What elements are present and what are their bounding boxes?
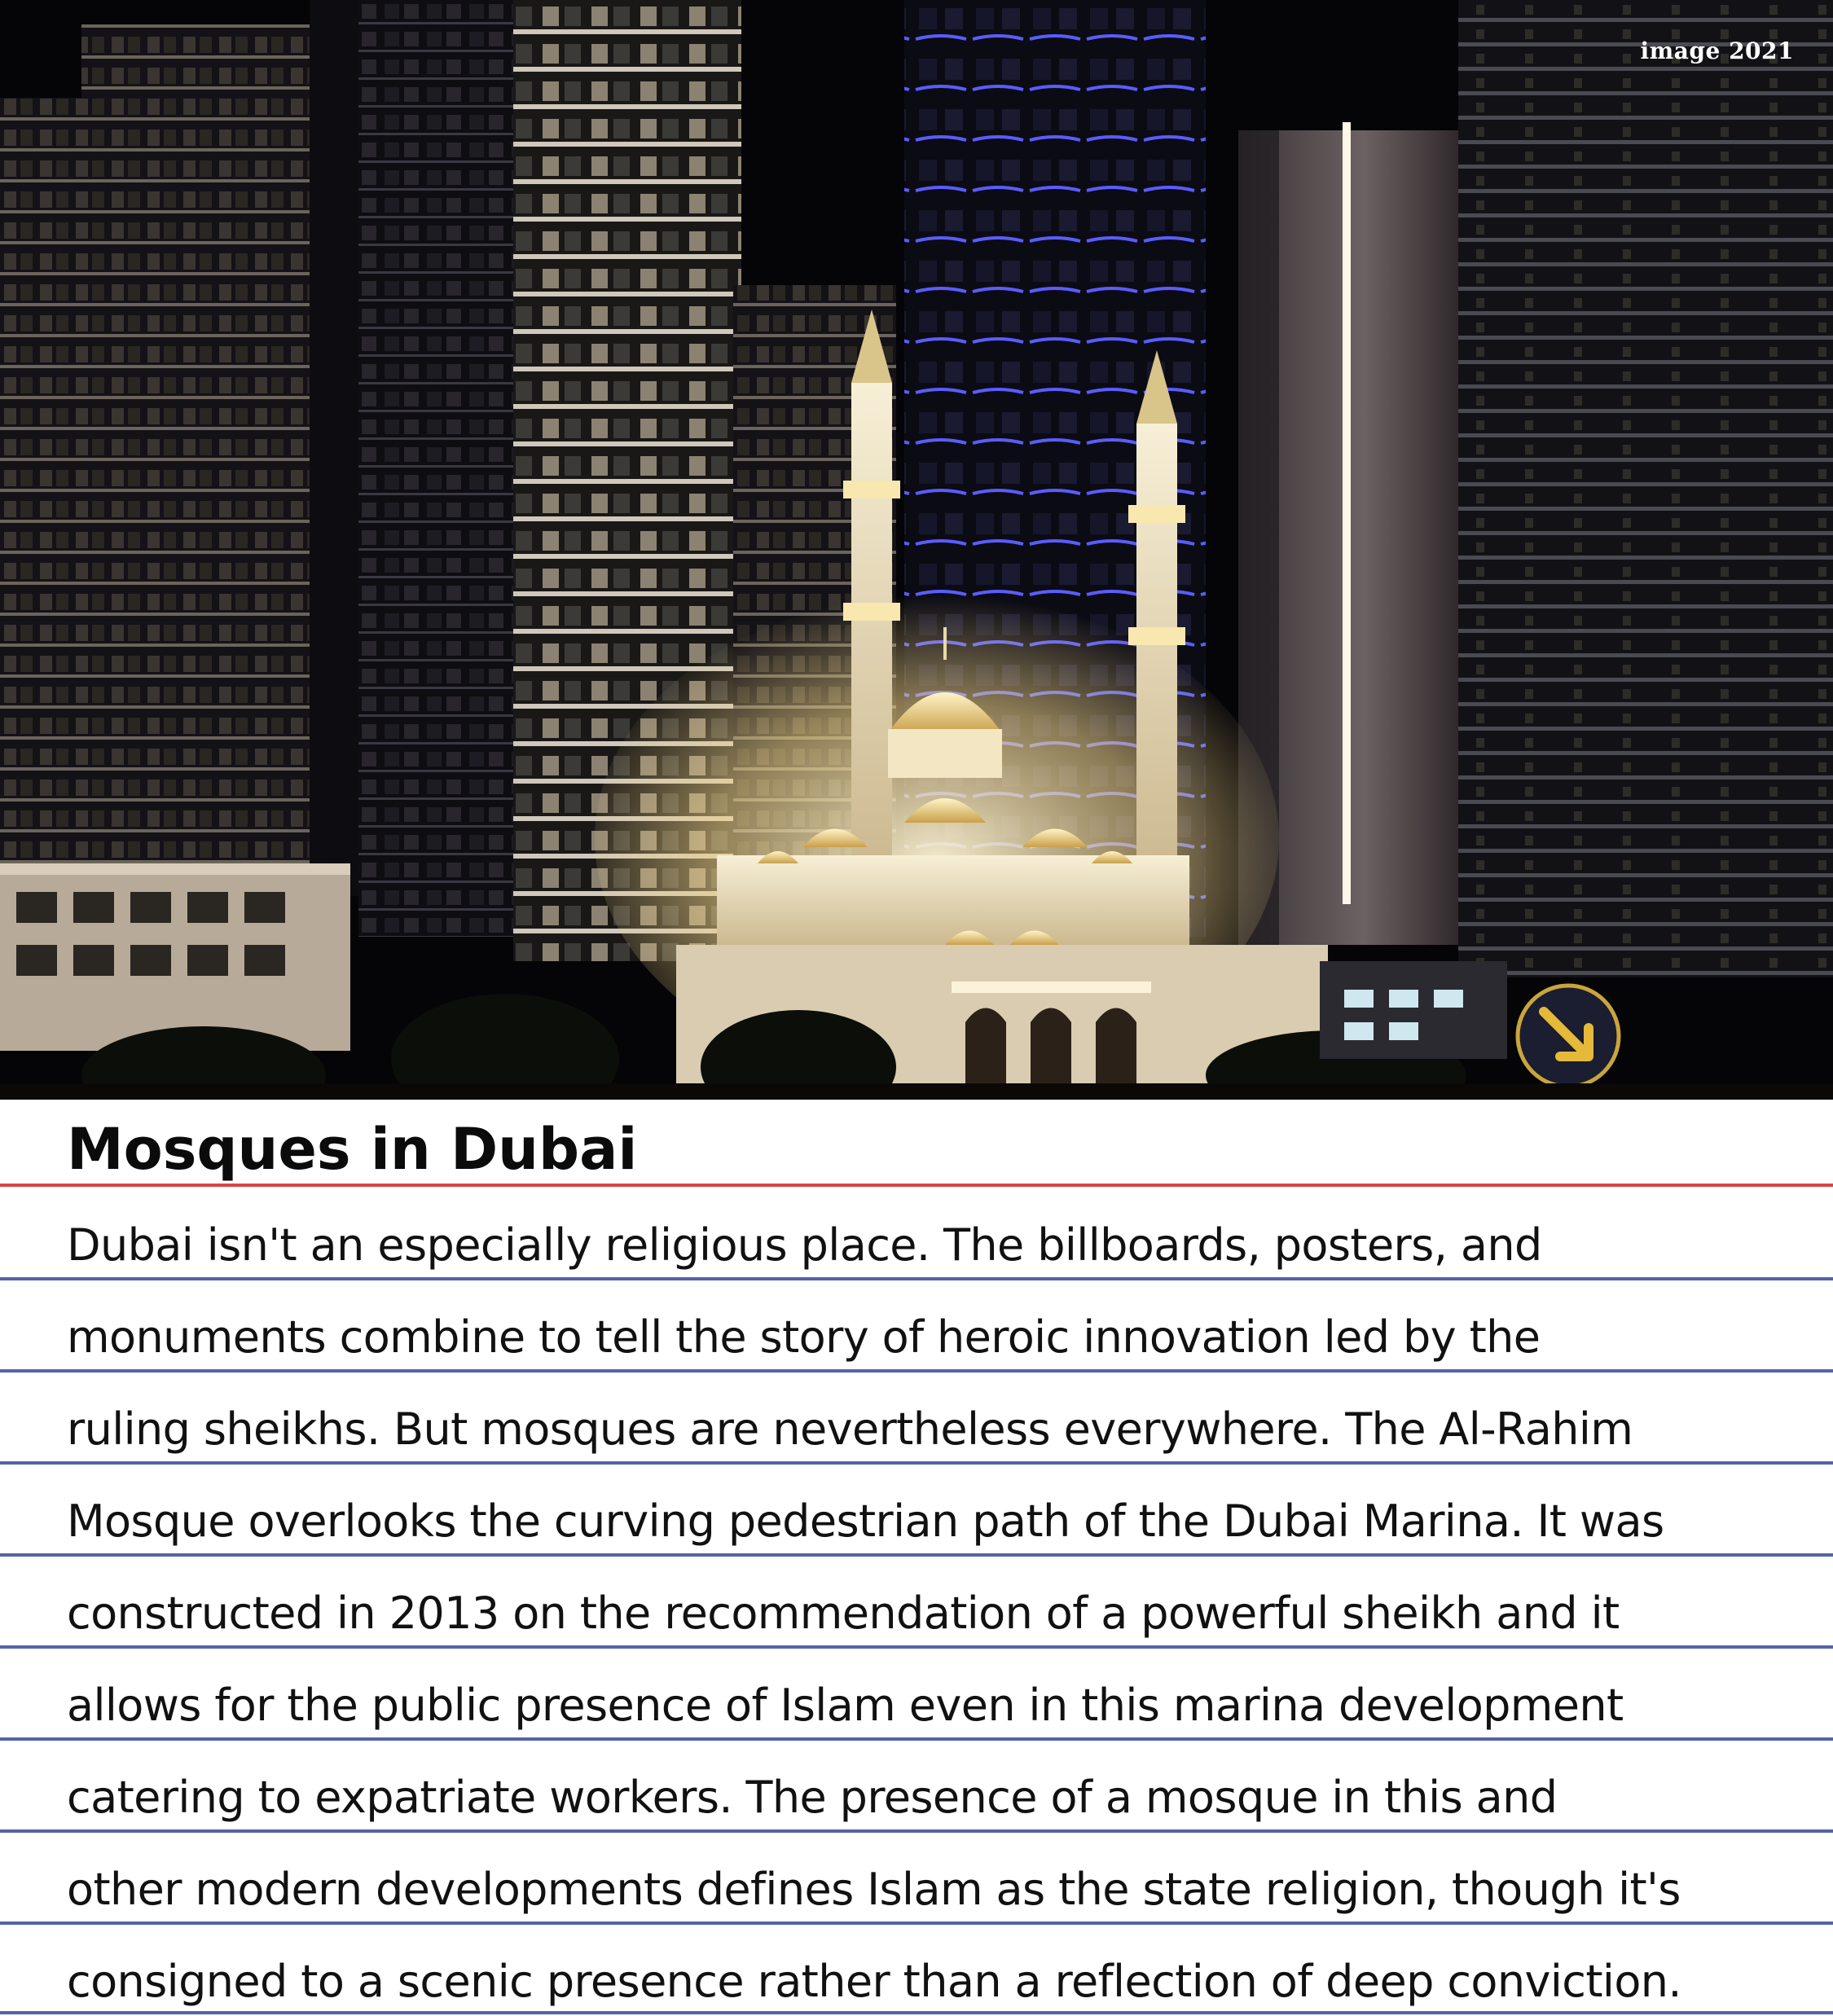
body-line-7: catering to expatriate workers. The presence of a mosque in this and: [67, 1772, 1558, 1823]
line-rule-6: [0, 1737, 1833, 1741]
body-line-3: ruling sheikhs. But mosques are nevertheless everywhere. The Al-Rahim: [67, 1403, 1633, 1455]
line-rule-9: [0, 2011, 1833, 2014]
line-rule-1: [0, 1277, 1833, 1280]
body-line-5: constructed in 2013 on the recommendation of a powerful sheikh and it: [67, 1588, 1620, 1639]
line-rule-8: [0, 1922, 1833, 1925]
body-line-9: consigned to a scenic presence rather than a reflection of deep conviction.: [67, 1956, 1681, 2007]
image-credit: image 2021: [1640, 37, 1794, 64]
line-rule-7: [0, 1829, 1833, 1833]
body-line-8: other modern developments defines Islam as the state religion, though it's: [67, 1864, 1681, 1915]
body-line-1: Dubai isn't an especially religious place. The billboards, posters, and: [67, 1219, 1542, 1271]
article-title: Mosques in Dubai: [67, 1116, 638, 1183]
body-line-4: Mosque overlooks the curving pedestrian path of the Dubai Marina. It was: [67, 1496, 1664, 1547]
line-rule-2: [0, 1369, 1833, 1373]
line-rule-5: [0, 1645, 1833, 1649]
line-rule-4: [0, 1553, 1833, 1557]
body-line-2: monuments combine to tell the story of heroic innovation led by the: [67, 1311, 1541, 1363]
title-underline: [0, 1184, 1833, 1187]
line-rule-3: [0, 1461, 1833, 1465]
body-line-6: allows for the public presence of Islam even in this marina development: [67, 1680, 1624, 1731]
